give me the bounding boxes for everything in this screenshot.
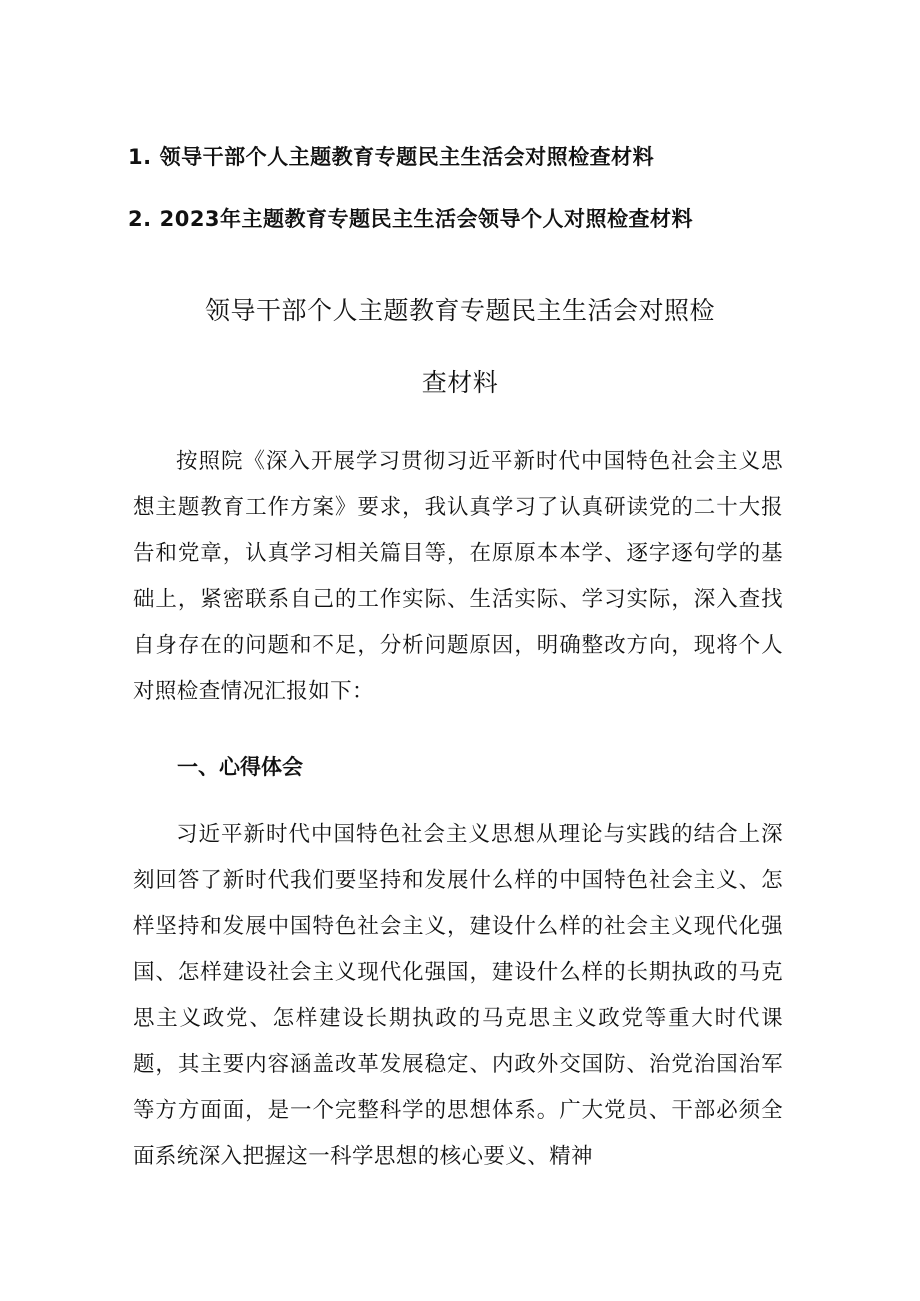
toc-item-1-text: 领导干部个人主题教育专题民主生活会对照检查材料 [159,145,655,169]
toc-item-2-text: 2023年主题教育专题民主生活会领导个人对照检查材料 [159,207,694,231]
intro-paragraph: 按照院《深入开展学习贯彻习近平新时代中国特色社会主义思想主题教育工作方案》要求，我认真学习了认真研读党的二十大报告和党章，认真学习相关篇目等，在原原本本学、逐字逐句学的基础上，紧密联系自己的工作实际、生活实际、学习实际，深入查找自身存在的问题和不足，分析问题原因，明确整改方向，现将个人对照检查情况汇报如下： [133,449,783,704]
document-title-line-2: 查材料 [421,368,499,397]
section-1-paragraph: 习近平新时代中国特色社会主义思想从理论与实践的结合上深刻回答了新时代我们要坚持和发展什么样的中国特色社会主义、怎样坚持和发展中国特色社会主义，建设什么样的社会主义现代化强国、怎样建设社会主义现代化强国，建设什么样的长期执政的马克思主义政党、怎样建设长期执政的马克思主义政党等重大时代课题，其主要内容涵盖改革发展稳定、内政外交国防、治党治国治军等方方面面，是一个完整科学的思想体系。广大党员、干部必须全面系统深入把握这一科学思想的核心要义、精神 [133,822,783,1169]
toc-item-1 [128,142,828,172]
toc-item-2 [128,204,828,234]
toc-item-1-number: 1. [128,145,152,169]
document-title-line-1: 领导干部个人主题教育专题民主生活会对照检 [204,296,715,325]
toc-item-2-number: 2. [128,207,152,231]
section-heading-1: 一、心得体会 [177,755,303,779]
